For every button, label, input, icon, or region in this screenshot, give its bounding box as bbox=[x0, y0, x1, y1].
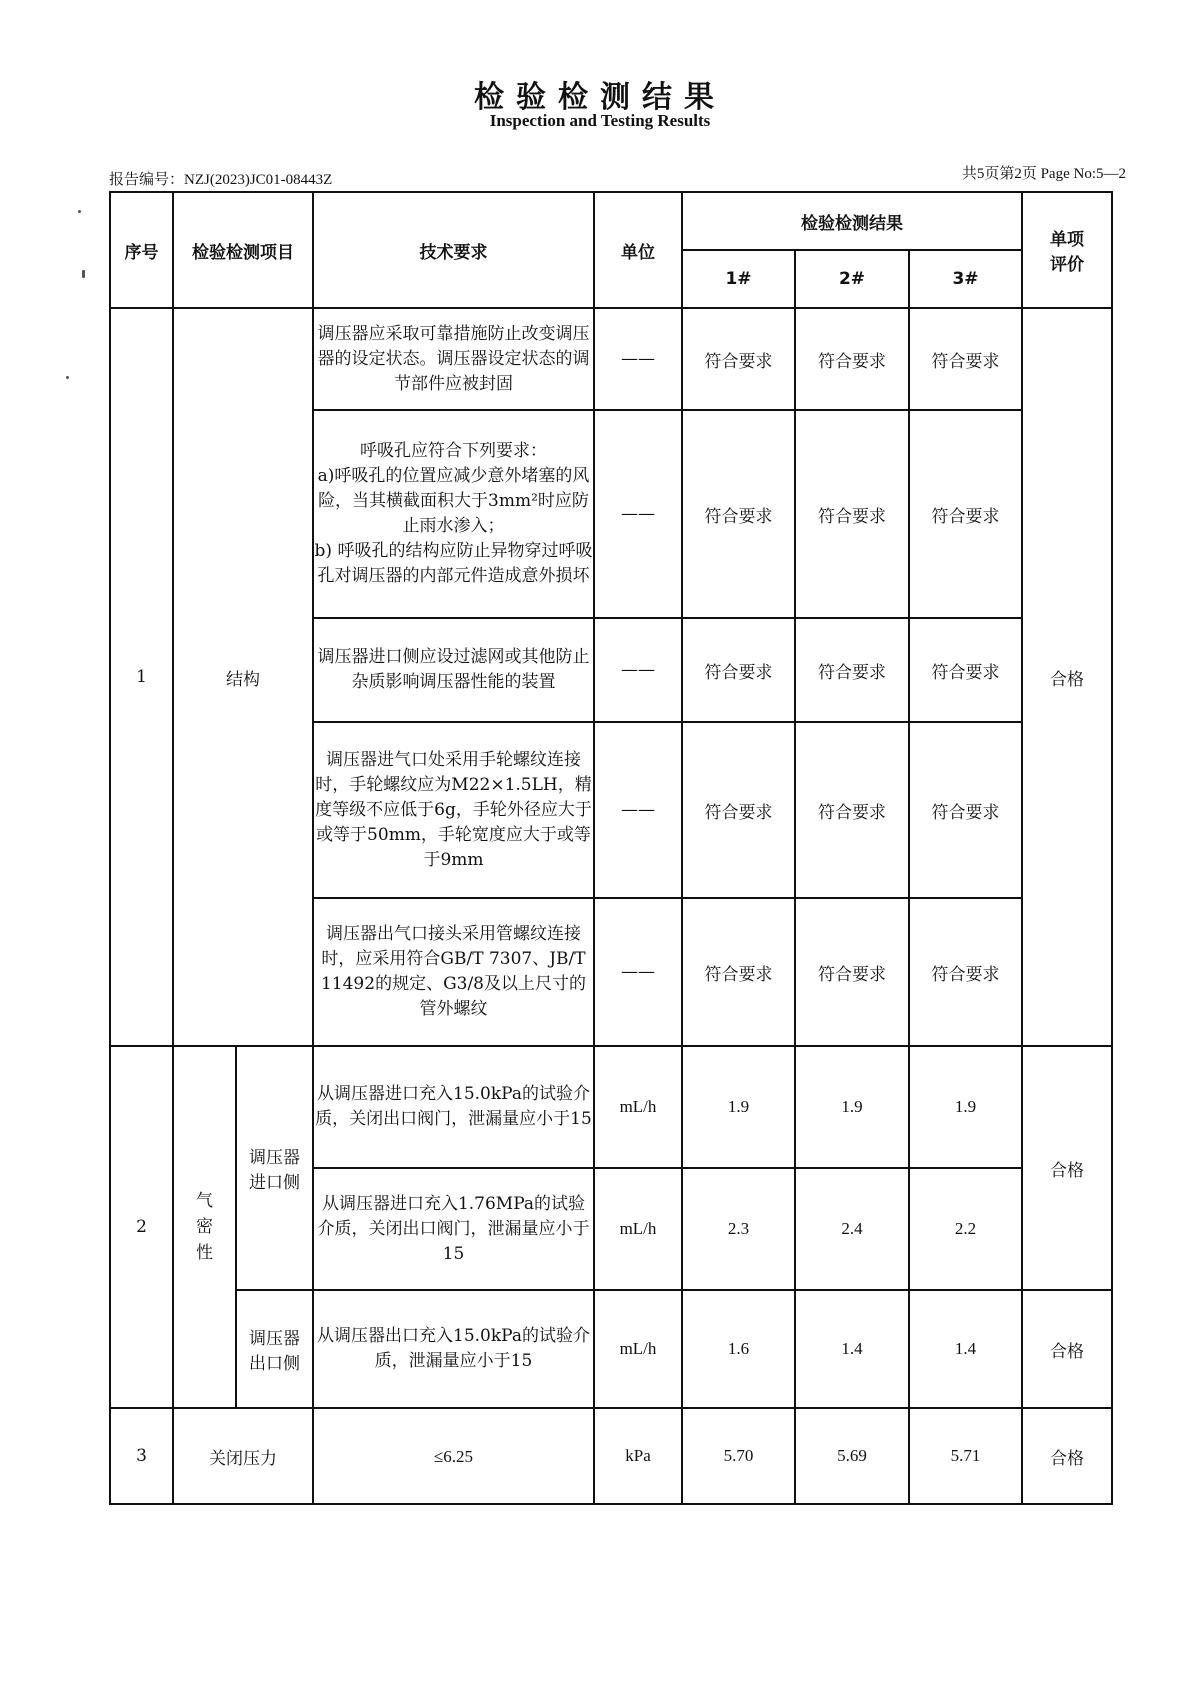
evaluation-cell: 合格 bbox=[1022, 1046, 1112, 1290]
subitem-line: 进口侧 bbox=[249, 1173, 300, 1193]
unit-cell: —— bbox=[594, 722, 682, 898]
item-cell bbox=[173, 1046, 236, 1408]
result-3-cell: 符合要求 bbox=[909, 898, 1022, 1046]
unit-cell: mL/h bbox=[594, 1168, 682, 1290]
result-1-cell: 1.9 bbox=[682, 1046, 795, 1168]
page-title: 检验检测结果 bbox=[474, 80, 726, 115]
result-1-cell: 符合要求 bbox=[682, 898, 795, 1046]
unit-cell: kPa bbox=[594, 1408, 682, 1504]
scan-speck bbox=[82, 270, 85, 278]
item-cell: 结构 bbox=[173, 308, 313, 1046]
report-number bbox=[109, 168, 332, 189]
result-3-cell: 1.4 bbox=[909, 1290, 1022, 1408]
col-header-seq: 序号 bbox=[110, 192, 173, 308]
results-table bbox=[109, 191, 1113, 1505]
result-2-cell: 2.4 bbox=[795, 1168, 909, 1290]
result-2-cell: 符合要求 bbox=[795, 898, 909, 1046]
unit-cell: mL/h bbox=[594, 1046, 682, 1168]
result-3-cell: 符合要求 bbox=[909, 410, 1022, 618]
item-char: 气 bbox=[196, 1191, 213, 1211]
result-1-cell: 5.70 bbox=[682, 1408, 795, 1504]
requirement-cell: 调压器进口侧应设过滤网或其他防止杂质影响调压器性能的装置 bbox=[313, 618, 594, 722]
subitem-line: 调压器 bbox=[249, 1329, 300, 1349]
scan-speck bbox=[66, 376, 69, 379]
seq-cell: 3 bbox=[110, 1408, 173, 1504]
seq-cell: 1 bbox=[110, 308, 173, 1046]
unit-cell: —— bbox=[594, 410, 682, 618]
requirement-cell: 从调压器出口充入15.0kPa的试验介质，泄漏量应小于15 bbox=[313, 1290, 594, 1408]
result-3-cell: 1.9 bbox=[909, 1046, 1022, 1168]
result-1-cell: 符合要求 bbox=[682, 618, 795, 722]
table-row bbox=[110, 1290, 1112, 1408]
subitem-cell bbox=[236, 1046, 313, 1290]
result-1-cell: 2.3 bbox=[682, 1168, 795, 1290]
col-header-item: 检验检测项目 bbox=[173, 192, 313, 308]
result-2-cell: 5.69 bbox=[795, 1408, 909, 1504]
col-header-requirement: 技术要求 bbox=[313, 192, 594, 308]
result-3-cell: 符合要求 bbox=[909, 722, 1022, 898]
col-header-sample-3: 3# bbox=[909, 250, 1022, 308]
page-subtitle: Inspection and Testing Results bbox=[489, 111, 711, 130]
result-3-cell: 符合要求 bbox=[909, 308, 1022, 410]
result-1-cell: 1.6 bbox=[682, 1290, 795, 1408]
table-row bbox=[110, 1046, 1112, 1168]
result-2-cell: 符合要求 bbox=[795, 722, 909, 898]
requirement-line: b) 呼吸孔的结构应防止异物穿过呼吸孔对调压器的内部元件造成意外损坏 bbox=[314, 541, 593, 586]
subitem-line: 出口侧 bbox=[249, 1354, 300, 1374]
subitem-line: 调压器 bbox=[249, 1148, 300, 1168]
requirement-cell: 调压器应采取可靠措施防止改变调压器的设定状态。调压器设定状态的调节部件应被封固 bbox=[313, 308, 594, 410]
unit-cell: —— bbox=[594, 618, 682, 722]
col-header-evaluation bbox=[1022, 192, 1112, 308]
requirement-cell: 调压器进气口处采用手轮螺纹连接时，手轮螺纹应为M22×1.5LH，精度等级不应低于6g，手轮外径应大于或等于50mm，手轮宽度应大于或等于9mm bbox=[313, 722, 594, 898]
result-2-cell: 1.9 bbox=[795, 1046, 909, 1168]
evaluation-cell: 合格 bbox=[1022, 1290, 1112, 1408]
col-header-evaluation-line2: 评价 bbox=[1050, 255, 1085, 275]
result-3-cell: 2.2 bbox=[909, 1168, 1022, 1290]
result-1-cell: 符合要求 bbox=[682, 722, 795, 898]
report-number-label: 报告编号： bbox=[109, 172, 185, 188]
scan-speck bbox=[78, 210, 81, 213]
col-header-sample-1: 1# bbox=[682, 250, 795, 308]
item-char: 性 bbox=[196, 1243, 213, 1263]
result-1-cell: 符合要求 bbox=[682, 308, 795, 410]
result-3-cell: 符合要求 bbox=[909, 618, 1022, 722]
table-row bbox=[110, 308, 1112, 410]
report-number-value: NZJ(2023)JC01-08443Z bbox=[184, 172, 333, 188]
evaluation-cell: 合格 bbox=[1022, 1408, 1112, 1504]
unit-cell: mL/h bbox=[594, 1290, 682, 1408]
col-header-results: 检验检测结果 bbox=[682, 192, 1022, 250]
result-2-cell: 符合要求 bbox=[795, 410, 909, 618]
item-cell: 关闭压力 bbox=[173, 1408, 313, 1504]
item-char: 密 bbox=[196, 1217, 213, 1237]
requirement-cell: 调压器出气口接头采用管螺纹连接时，应采用符合GB/T 7307、JB/T 11492的规定、G3/8及以上尺寸的管外螺纹 bbox=[313, 898, 594, 1046]
result-2-cell: 1.4 bbox=[795, 1290, 909, 1408]
subitem-cell bbox=[236, 1290, 313, 1408]
result-2-cell: 符合要求 bbox=[795, 618, 909, 722]
col-header-unit: 单位 bbox=[594, 192, 682, 308]
requirement-cell: ≤6.25 bbox=[313, 1408, 594, 1504]
requirement-cell bbox=[313, 410, 594, 618]
requirement-line: 呼吸孔应符合下列要求： bbox=[360, 441, 547, 461]
col-header-evaluation-line1: 单项 bbox=[1050, 230, 1085, 250]
evaluation-cell: 合格 bbox=[1022, 308, 1112, 1046]
seq-cell: 2 bbox=[110, 1046, 173, 1408]
table-row bbox=[110, 1408, 1112, 1504]
result-2-cell: 符合要求 bbox=[795, 308, 909, 410]
unit-cell: —— bbox=[594, 898, 682, 1046]
result-1-cell: 符合要求 bbox=[682, 410, 795, 618]
requirement-line: a)呼吸孔的位置应减少意外堵塞的风险，当其横截面积大于3mm²时应防止雨水渗入； bbox=[317, 466, 590, 536]
page-info: 共5页第2页 Page No:5—2 bbox=[961, 166, 1126, 182]
unit-cell: —— bbox=[594, 308, 682, 410]
requirement-cell: 从调压器进口充入1.76MPa的试验介质，关闭出口阀门，泄漏量应小于15 bbox=[313, 1168, 594, 1290]
col-header-sample-2: 2# bbox=[795, 250, 909, 308]
requirement-cell: 从调压器进口充入15.0kPa的试验介质，关闭出口阀门，泄漏量应小于15 bbox=[313, 1046, 594, 1168]
result-3-cell: 5.71 bbox=[909, 1408, 1022, 1504]
